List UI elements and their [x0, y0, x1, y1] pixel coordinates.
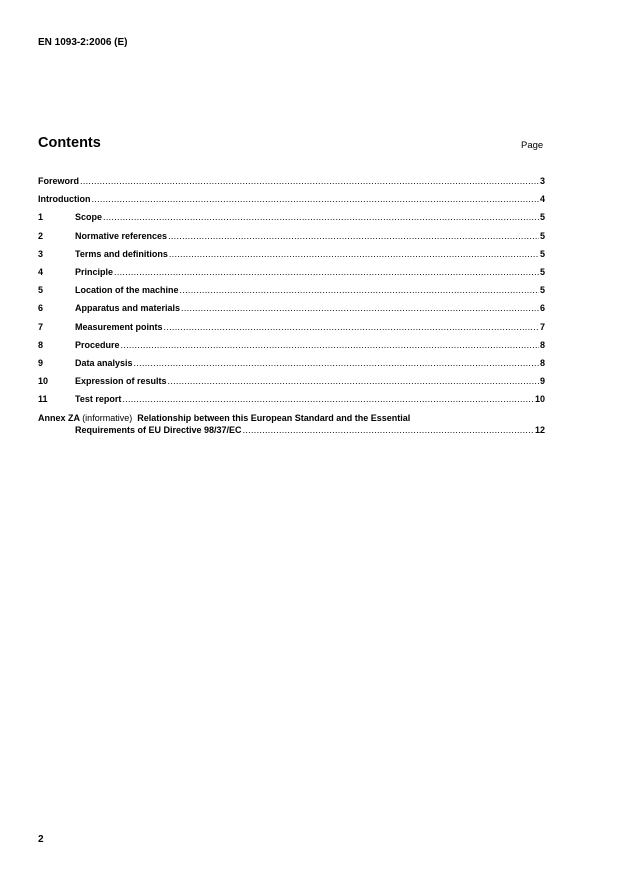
toc-entry-title: Data analysis	[75, 357, 133, 368]
toc-leader-dots	[103, 211, 539, 223]
document-header: EN 1093-2:2006 (E)	[38, 37, 128, 48]
toc-leader-dots	[181, 302, 539, 314]
contents-title: Contents	[38, 135, 101, 151]
toc-entry-page: 12	[534, 425, 545, 436]
page-number: 2	[38, 834, 44, 845]
toc-entry-section[interactable]	[38, 393, 545, 411]
annex-label: Annex ZA	[38, 413, 80, 424]
toc-entry-title: Test report	[75, 394, 122, 405]
toc-entry-number: 7	[38, 321, 44, 332]
toc-leader-dots	[80, 175, 539, 187]
toc-leader-dots	[168, 230, 539, 242]
toc-entry-title: Foreword	[38, 176, 80, 186]
toc-entry-introduction[interactable]	[38, 193, 545, 211]
toc-entry-section[interactable]	[38, 357, 545, 375]
toc-entry-number: 2	[38, 230, 44, 241]
toc-leader-dots	[243, 424, 534, 436]
toc-entry-title: Expression of results	[75, 376, 167, 387]
toc-leader-dots	[114, 266, 539, 278]
toc-entry-annex[interactable]	[38, 412, 545, 436]
toc-entry-page: 9	[539, 376, 545, 387]
toc-leader-dots	[168, 375, 539, 387]
toc-entry-page: 3	[539, 176, 545, 186]
toc-leader-dots	[180, 284, 539, 296]
toc-entry-section[interactable]	[38, 321, 545, 339]
toc-entry-number: 4	[38, 266, 44, 277]
toc-entry-section[interactable]	[38, 211, 545, 229]
toc-entry-page: 8	[539, 339, 545, 350]
toc-leader-dots	[92, 193, 539, 205]
toc-entry-page: 7	[539, 321, 545, 332]
toc-entry-section[interactable]	[38, 248, 545, 266]
annex-title-line2: Requirements of EU Directive 98/37/EC	[75, 425, 242, 436]
toc-entry-title: Apparatus and materials	[75, 303, 181, 314]
toc-entry-page: 5	[539, 248, 545, 259]
toc-entry-page: 10	[534, 394, 545, 405]
toc-entry-title: Scope	[75, 212, 103, 223]
toc-entry-title: Introduction	[38, 194, 91, 205]
toc-entry-section[interactable]	[38, 284, 545, 302]
toc-entry-number: 8	[38, 339, 44, 350]
toc-entry-title: Procedure	[75, 339, 120, 350]
toc-entry-title: Location of the machine	[75, 285, 179, 296]
toc-entry-section[interactable]	[38, 266, 545, 284]
toc-entry-number: 1	[38, 212, 44, 223]
toc-entry-section[interactable]	[38, 339, 545, 357]
page-column-label: Page	[521, 140, 544, 151]
toc-entry-title: Measurement points	[75, 321, 163, 332]
toc-entry-title: Principle	[75, 266, 114, 277]
toc-entry-page: 4	[539, 194, 545, 205]
toc-entry-page: 5	[539, 230, 545, 241]
toc-entry-title: Terms and definitions	[75, 248, 168, 259]
toc-entry-number: 10	[38, 376, 49, 387]
toc-entry-number: 3	[38, 248, 44, 259]
toc-entry-number: 9	[38, 357, 44, 368]
toc-entry-page: 5	[539, 285, 545, 296]
toc-leader-dots	[164, 321, 539, 333]
toc-entry-page: 6	[539, 303, 545, 314]
toc-entry-title: Normative references	[75, 230, 168, 241]
annex-qualifier: (informative)	[82, 413, 133, 424]
toc-leader-dots	[121, 339, 539, 351]
toc-entry-foreword[interactable]	[38, 175, 545, 193]
toc-entry-number: 6	[38, 303, 44, 314]
toc-leader-dots	[169, 248, 539, 260]
toc-entry-section[interactable]	[38, 230, 545, 248]
toc-entry-number: 5	[38, 285, 44, 296]
toc-leader-dots	[134, 357, 539, 369]
annex-title-line1: Relationship between this European Standard and the Essential	[137, 413, 411, 424]
toc-leader-dots	[122, 393, 534, 405]
toc-entry-section[interactable]	[38, 302, 545, 320]
toc-entry-section[interactable]	[38, 375, 545, 393]
toc-entry-page: 5	[539, 266, 545, 277]
toc-entry-page: 8	[539, 357, 545, 368]
toc-entry-number: 11	[38, 394, 48, 405]
toc-entry-page: 5	[539, 212, 545, 223]
table-of-contents	[38, 175, 545, 436]
